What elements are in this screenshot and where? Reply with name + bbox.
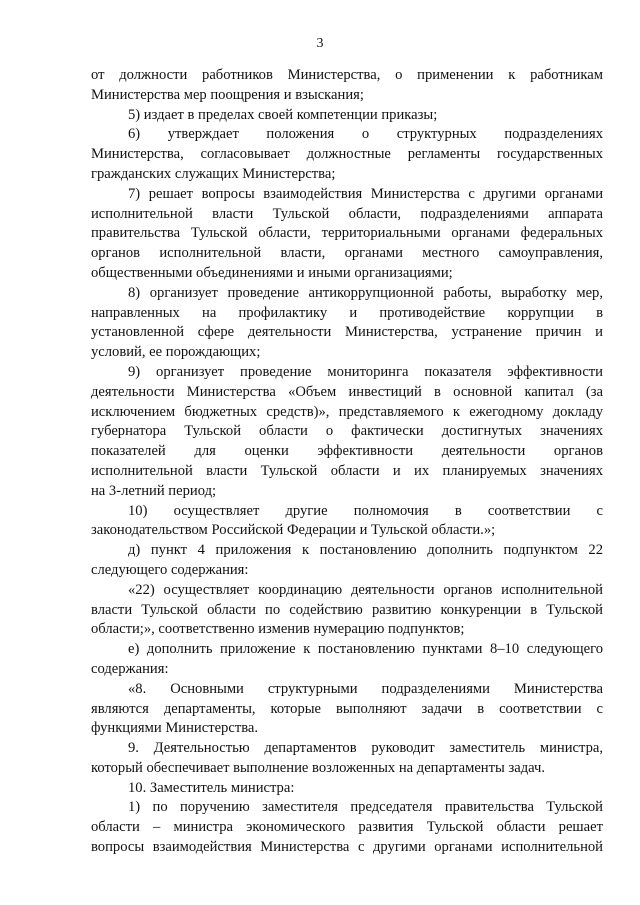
text-line: исключением бюджетных средств)», представляемого к ежегодному докладу [91, 403, 603, 420]
text-line: гражданских служащих Министерства; [91, 165, 336, 182]
text-line: законодательством Российской Федерации и Тульской области.»; [91, 522, 496, 539]
text-line: органов исполнительной власти, органами местного самоуправления, [91, 245, 603, 262]
text-line: 8) организует проведение антикоррупционной работы, выработку мер, [128, 284, 603, 301]
text-line: е) дополнить приложение к постановлению пунктами 8–10 следующего [128, 641, 603, 658]
text-line: являются департаменты, которые выполняют задачи в соответствии с [91, 700, 603, 717]
text-line: функциями Министерства. [91, 720, 259, 737]
text-line: деятельности Министерства «Объем инвестиций в основной капитал (за [91, 383, 603, 400]
text-line: 9. Деятельностью департаментов руководит заместитель министра, [128, 740, 603, 757]
text-line: 7) решает вопросы взаимодействия Министерства с другими органами [128, 185, 603, 202]
text-line: власти Тульской области по содействию развитию конкуренции в Тульской [91, 601, 603, 618]
text-line: который обеспечивает выполнение возложенных на департаменты задач. [91, 759, 545, 776]
text-line: Министерства мер поощрения и взыскания; [91, 86, 364, 103]
text-line: направленных на профилактику и противодействие коррупции в [91, 304, 603, 321]
text-line: «8. Основными структурными подразделениями Министерства [128, 680, 603, 697]
text-line: 10) осуществляет другие полномочия в соответствии с [128, 502, 603, 519]
text-line: 9) организует проведение мониторинга показателя эффективности [128, 363, 603, 380]
text-line: правительства Тульской области, территориальными органами федеральных [91, 225, 603, 242]
text-line: 10. Заместитель министра: [128, 779, 295, 796]
text-line: Министерства, согласовывает должностные регламенты государственных [91, 146, 603, 163]
text-line: «22) осуществляет координацию деятельности органов исполнительной [128, 581, 603, 598]
text-line: области – министра экономического развития Тульской области решает [91, 819, 603, 836]
text-line: д) пункт 4 приложения к постановлению дополнить подпунктом 22 [128, 542, 603, 559]
text-line: исполнительной власти Тульской области и их планируемых значениях [91, 462, 603, 479]
text-line: следующего содержания: [91, 561, 249, 578]
text-line: 5) издает в пределах своей компетенции приказы; [128, 106, 438, 123]
text-line: 1) по поручению заместителя председателя правительства Тульской [128, 799, 603, 816]
text-line: исполнительной власти Тульской области, подразделениями аппарата [91, 205, 603, 222]
text-line: 6) утверждает положения о структурных подразделениях [128, 126, 603, 143]
text-line: условий, ее порождающих; [91, 344, 261, 361]
text-line: области;», соответственно изменив нумерацию подпунктов; [91, 621, 465, 638]
text-line: показателей для оценки эффективности деятельности органов [91, 443, 603, 460]
text-line: от должности работников Министерства, о применении к работникам [91, 67, 603, 83]
page-number: 3 [316, 36, 324, 51]
text-line: общественными объединениями и иными организациями; [91, 264, 453, 281]
text-line: установленной сфере деятельности Министерства, устранение причин и [91, 324, 603, 341]
text-line: на 3-летний период; [91, 482, 217, 499]
document-body [91, 66, 603, 858]
text-line: губернатора Тульской области о фактически достигнутых значениях [91, 423, 603, 440]
text-line: вопросы взаимодействия Министерства с другими органами исполнительной [91, 839, 603, 856]
text-line: содержания: [91, 660, 169, 677]
